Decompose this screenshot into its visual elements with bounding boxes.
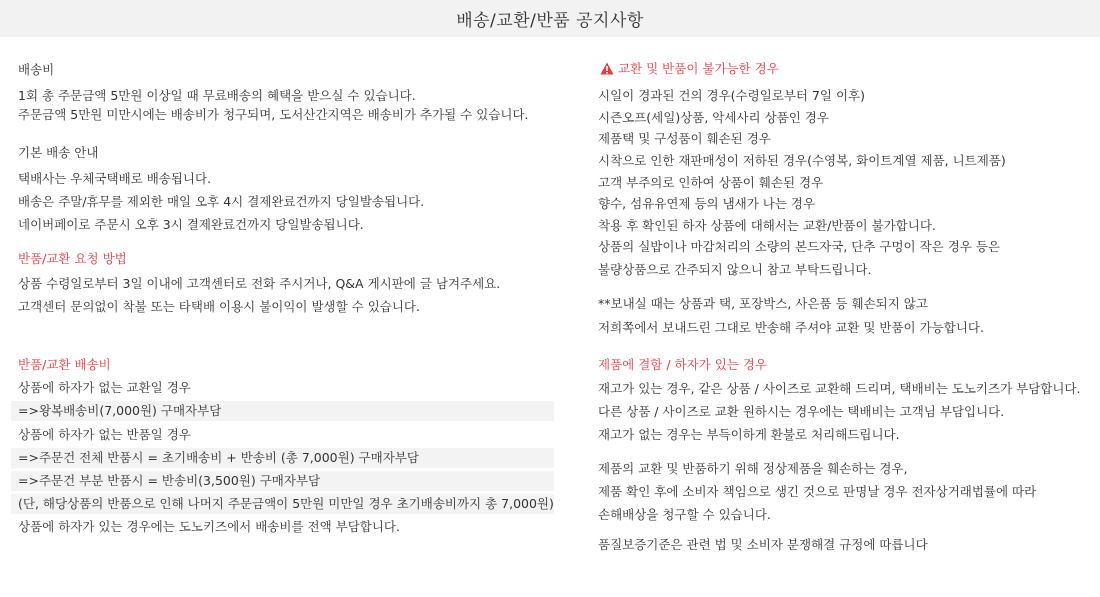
basic-shipping-line: 네이버페이로 주문시 오후 3시 결제완료건까지 당일발송됩니다.: [18, 217, 364, 232]
basic-shipping-line: 택배사는 우체국택배로 배송됩니다.: [18, 171, 212, 186]
no-return-title: [600, 61, 779, 77]
return-fee-line: 상품에 하자가 없는 반품일 경우: [18, 427, 191, 442]
defect-line: 재고가 있는 경우, 같은 상품 / 사이즈로 교환해 드리며, 택배비는 도노키즈가 부담합니다.: [598, 381, 1081, 396]
return-request-line: 고객센터 문의없이 착불 또는 타택배 이용시 불이익이 발생할 수 있습니다.: [18, 299, 420, 314]
no-return-line: 불량상품으로 간주되지 않으니 참고 부탁드립니다.: [598, 262, 872, 277]
defect-line: 다른 상품 / 사이즈로 교환 원하시는 경우에는 택배비는 고객님 부담입니다.: [598, 404, 1005, 419]
return-request-line: 상품 수령일로부터 3일 이내에 고객센터로 전화 주시거나, Q&A 게시판에 글 남겨주세요.: [18, 276, 501, 291]
return-fee-title: 반품/교환 배송비: [18, 357, 111, 372]
basic-shipping-line: 배송은 주말/휴무를 제외한 매일 오후 4시 결제완료건까지 당일발송됩니다.: [18, 194, 425, 209]
damage-line: 제품의 교환 및 반품하기 위해 정상제품을 훼손하는 경우,: [598, 461, 908, 476]
return-fee-highlight: (단, 해당상품의 반품으로 인해 나머지 주문금액이 5만원 미만일 경우 초기배송비까지 총 7,000원): [11, 494, 554, 514]
basic-shipping-title: 기본 배송 안내: [18, 145, 99, 160]
packaging-note-line: 저희쪽에서 보내드린 그대로 반송해 주셔야 교환 및 반품이 가능합니다.: [598, 320, 984, 335]
no-return-title-text: 교환 및 반품이 불가능한 경우: [618, 61, 779, 76]
quality-standard-line: 품질보증기준은 관련 법 및 소비자 분쟁해결 규정에 따릅니다: [598, 537, 928, 552]
return-request-title: 반품/교환 요청 방법: [18, 251, 127, 266]
no-return-line: 착용 후 확인된 하자 상품에 대해서는 교환/반품이 불가합니다.: [598, 218, 936, 233]
defect-title: 제품에 결함 / 하자가 있는 경우: [598, 357, 767, 372]
warning-icon: [600, 62, 614, 75]
page-header: [0, 0, 1100, 37]
no-return-line: 향수, 섬유유연제 등의 냄새가 나는 경우: [598, 196, 816, 211]
shipping-fee-line: 1회 총 주문금액 5만원 이상일 때 무료배송의 혜택을 받으실 수 있습니다.: [18, 88, 416, 103]
shipping-fee-line: 주문금액 5만원 미만시에는 배송비가 청구되며, 도서산간지역은 배송비가 추가될 수 있습니다.: [18, 107, 529, 122]
return-fee-line: 상품에 하자가 있는 경우에는 도노키즈에서 배송비를 전액 부담합니다.: [18, 519, 400, 534]
no-return-line: 고객 부주의로 인하여 상품이 훼손된 경우: [598, 175, 824, 190]
no-return-line: 시일이 경과된 건의 경우(수령일로부터 7일 이후): [598, 88, 865, 103]
defect-line: 재고가 없는 경우는 부득이하게 환불로 처리해드립니다.: [598, 427, 900, 442]
return-fee-line: 상품에 하자가 없는 교환일 경우: [18, 380, 191, 395]
no-return-line: 상품의 실밥이나 마감처리의 소량의 본드자국, 단추 구멍이 작은 경우 등은: [598, 239, 1000, 254]
return-fee-highlight: =>왕복배송비(7,000원) 구매자부담: [11, 401, 554, 421]
packaging-note-line: **보내실 때는 상품과 택, 포장박스, 사은품 등 훼손되지 않고: [598, 296, 928, 311]
shipping-fee-title: 배송비: [18, 62, 55, 77]
notice-body: [0, 37, 1100, 597]
no-return-line: 제품택 및 구성품이 훼손된 경우: [598, 131, 771, 146]
page-title: 배송/교환/반품 공지사항: [456, 11, 644, 31]
return-fee-highlight: =>주문건 부분 반품시 = 반송비(3,500원) 구매자부담: [11, 471, 554, 491]
return-fee-highlight: =>주문건 전체 반품시 = 초기배송비 + 반송비 (총 7,000원) 구매자부담: [11, 448, 554, 468]
no-return-line: 시즌오프(세일)상품, 악세사리 상품인 경우: [598, 110, 829, 125]
damage-line: 제품 확인 후에 소비자 책임으로 생긴 것으로 판명날 경우 전자상거래법률에 따라: [598, 484, 1037, 499]
damage-line: 손해배상을 청구할 수 있습니다.: [598, 507, 771, 522]
no-return-line: 시착으로 인한 재판매성이 저하된 경우(수영복, 화이트계열 제품, 니트제품): [598, 153, 1006, 168]
